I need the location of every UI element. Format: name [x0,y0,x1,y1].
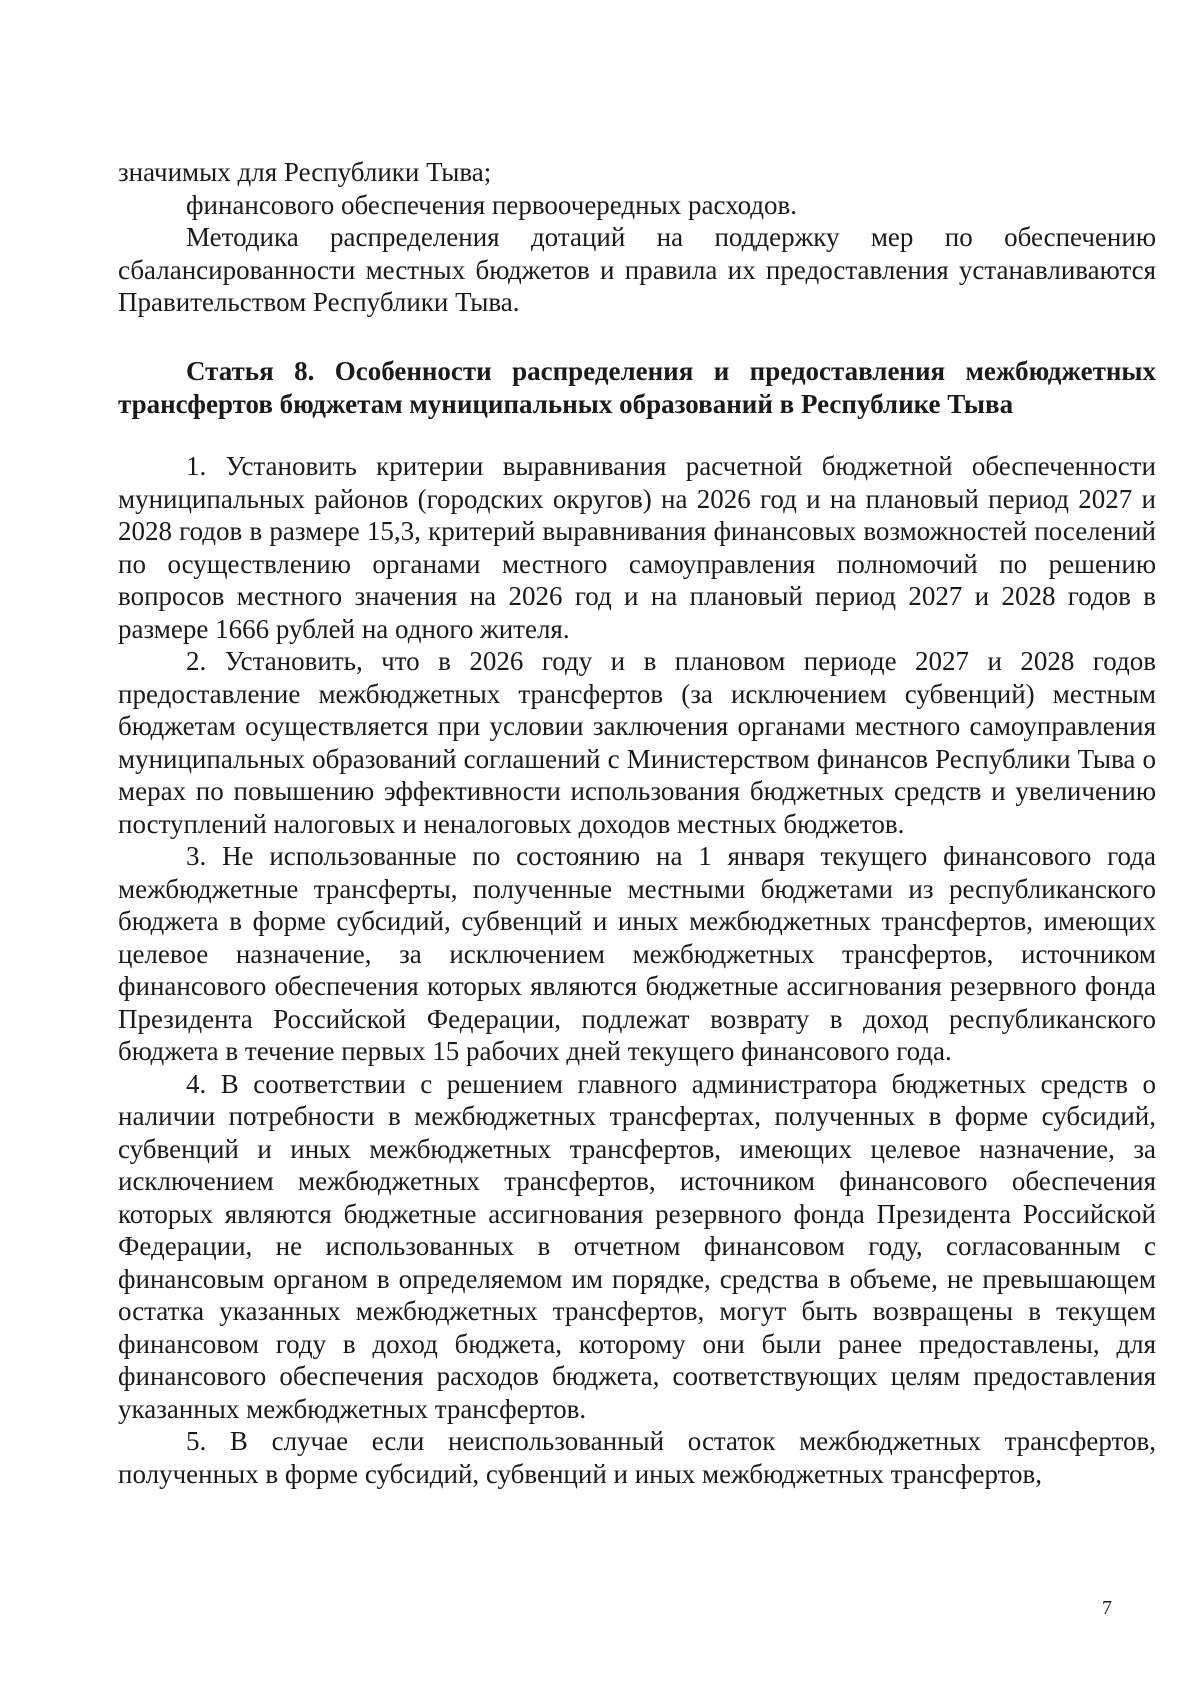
article-body [118,450,1156,1490]
article-paragraph-5: 5. В случае если неиспользованный остаток межбюджетных трансфертов, полученных в форме субсидий, субвенций и иных межбюджетных трансфертов, [118,1426,1156,1489]
article-title: Статья 8. Особенности распределения и предоставления межбюджетных трансфертов бюджетам муниципальных образований в Республике Тыва [118,356,1156,419]
article-paragraph-1: 1. Установить критерии выравнивания расчетной бюджетной обеспеченности муниципальных районов (городских округов) на 2026 год и на плановый период 2027 и 2028 годов в размере 15,3, критерий выравнивания финансовых возможностей поселений по осуществлению органами местного самоуправления полномочий по решению вопросов местного значения на 2026 год и на плановый период 2027 и 2028 годов в размере 1666 рублей на одного жителя. [118,451,1156,644]
lead-paragraph: значимых для Республики Тыва; [118,157,492,187]
lead-paragraph: Методика распределения дотаций на поддержку мер по обеспечению сбалансированности местных бюджетов и правила их предоставления устанавливаются Правительством Республики Тыва. [118,222,1156,317]
article-paragraph-2: 2. Установить, что в 2026 году и в плановом периоде 2027 и 2028 годов предоставление межбюджетных трансфертов (за исключением субвенций) местным бюджетам осуществляется при условии заключения органами местного самоуправления муниципальных образований соглашений с Министерством финансов Республики Тыва о мерах по повышению эффективности использования бюджетных средств и увеличению поступлений налоговых и неналоговых доходов местных бюджетов. [118,646,1156,839]
article-paragraph-3: 3. Не использованные по состоянию на 1 января текущего финансового года межбюджетные трансферты, полученные местными бюджетами из республиканского бюджета в форме субсидий, субвенций и иных межбюджетных трансфертов, имеющих целевое назначение, за исключением межбюджетных трансфертов, источником финансового обеспечения которых являются бюджетные ассигнования резервного фонда Президента Российской Федерации, подлежат возврату в доход республиканского бюджета в течение первых 15 рабочих дней текущего финансового года. [118,841,1156,1066]
article-paragraph-4: 4. В соответствии с решением главного администратора бюджетных средств о наличии потребности в межбюджетных трансфертах, полученных в форме субсидий, субвенций и иных межбюджетных трансфертов, имеющих целевое назначение, за исключением межбюджетных трансфертов, источником финансового обеспечения которых являются бюджетные ассигнования резервного фонда Президента Российской Федерации, не использованных в отчетном финансовом году, согласованным с финансовым органом в определяемом им порядке, средства в объеме, не превышающем остатка указанных межбюджетных трансфертов, могут быть возвращены в текущем финансовом году в доход бюджета, которому они были ранее предоставлены, для финансового обеспечения расходов бюджета, соответствующих целям предоставления указанных межбюджетных трансфертов. [118,1068,1156,1424]
lead-paragraph: финансового обеспечения первоочередных расходов. [186,189,798,220]
lead-text [118,156,1156,319]
page-number: 7 [1102,1597,1112,1619]
